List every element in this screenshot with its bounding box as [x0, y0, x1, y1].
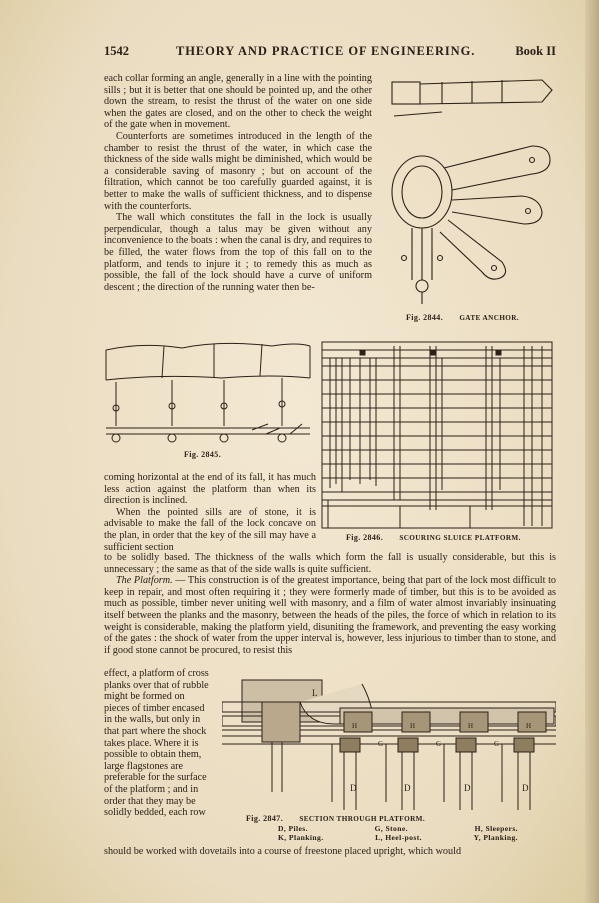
text-column-top: [104, 73, 372, 293]
legend-heel-post: L, Heel-post.: [375, 833, 422, 842]
figure-2846-number: Fig. 2846.: [346, 533, 384, 542]
label-H-4: H: [526, 722, 532, 730]
paragraph-1: each collar forming an angle, generally in a line with the pointing sills ; but it is better that one should be pointed up, and the other down the stream, to resist the thrust of the water on one side when the gates are closed, and on the other to check the weight of the gate when in movement.: [104, 73, 372, 131]
page-number: 1542: [104, 44, 129, 58]
platform-heading: The Platform.: [116, 575, 173, 587]
label-D-2: D: [404, 783, 411, 793]
page-edge: [585, 0, 599, 903]
legend-sleepers: H, Sleepers.: [474, 824, 518, 833]
legend-planking-y: Y, Planking.: [473, 833, 518, 842]
paragraph-7-body: — This construction is of the greatest importance, being that part of the lock most difficult to keep in repair, and most often requiring it ; they were formerly made of timber, but this is to be avoided as much as possible, timber never uniting well with masonry, and a film of water almost invariably insinuating itself between the planks and the masonry, between the heads of the piles, the force of which in relation to its weight is considerable, making the platform yield, disuniting the framework, and preventing the easy working of the gates : the shock of water from the upper interval is, however, less injurious to timber than to stone, and if good stone cannot be procured, to resist this: [104, 575, 556, 656]
paragraph-3: The wall which constitutes the fall in the lock is usually perpendicular, though a talus may be given without any inconvenience to the boats : when the canal is dry, and requires to be filled, the water flows from the top of this fall on to the platform, and tends to injure it ; to remedy this as much as possible, the fall of the lock should have a curve of uniform descent ; the direction of the running water then be-: [104, 212, 372, 293]
label-G-2: G: [436, 740, 442, 748]
legend-piles: D, Piles.: [278, 824, 308, 833]
figure-2847-section: [222, 672, 556, 812]
figure-2846-caption: [346, 533, 521, 542]
paragraph-7: [104, 575, 556, 656]
label-H-3: H: [468, 722, 474, 730]
legend-stone: G, Stone.: [374, 824, 408, 833]
figure-2847-number: Fig. 2847.: [246, 814, 284, 823]
figure-2844-gate-anchor: [382, 72, 562, 310]
figure-2844-title: GATE ANCHOR.: [459, 314, 520, 322]
figure-2845-caption: [184, 450, 235, 459]
figure-2846-title: SCOURING SLUICE PLATFORM.: [399, 534, 521, 542]
text-column-bottom-narrow: [104, 668, 212, 819]
label-H-2: H: [410, 722, 416, 730]
figure-2847-legend: [278, 824, 518, 842]
label-D-1: D: [350, 783, 357, 793]
label-G-3: G: [494, 740, 500, 748]
paragraph-6: to be solidly based. The thickness of the walls which form the fall is usually considerable, but this is unnecessary ; the same as that of the side walls is quite sufficient.: [104, 552, 556, 575]
figure-2845: [102, 338, 314, 450]
book-label: Book II: [515, 44, 556, 58]
paragraph-5: When the pointed sills are of stone, it is advisable to make the fall of the lock concave on the plan, in order that the key of the sill may have a sufficient section: [104, 506, 316, 553]
text-last-line: [104, 846, 556, 858]
label-D-3: D: [464, 783, 471, 793]
figure-2844-number: Fig. 2844.: [406, 313, 444, 322]
label-G-1: G: [378, 740, 384, 748]
label-L: L: [312, 688, 318, 698]
figure-2845-number: Fig. 2845.: [184, 450, 222, 459]
figure-2844-caption: [406, 313, 519, 322]
paragraph-9: should be worked with dovetails into a course of freestone placed upright, which would: [104, 846, 462, 857]
legend-planking-k: K, Planking.: [278, 833, 324, 842]
text-column-narrow: [104, 472, 316, 553]
figure-2846-sluice-platform: [320, 340, 556, 530]
paragraph-8: effect, a platform of cross planks over that of rubble might be formed on pieces of timber encased in the walls, but only in that part where the shock takes place. Where it is possible to obtain them, large flagstones are preferable for the surface of the platform ; and in order that they may be solidly bedded, each row: [104, 668, 209, 819]
figure-2847-caption: [246, 814, 425, 823]
text-column-full: [104, 552, 556, 656]
paragraph-2: Counterforts are sometimes introduced in the length of the chamber to resist the thrust of the water, in which case the thickness of the side walls might be diminished, which would be a considerable saving of masonry ; but on account of the filtration, which cannot be too carefully guarded against, it is better to make the walls of sufficient thickness, and to dispense with the counterforts.: [104, 130, 372, 212]
figure-2847-title: SECTION THROUGH PLATFORM.: [299, 815, 426, 823]
paragraph-4: coming horizontal at the end of its fall, it has much less action against the platform than when its direction is inclined.: [104, 472, 316, 507]
label-H-1: H: [352, 722, 358, 730]
label-D-4: D: [522, 783, 529, 793]
running-title: THEORY AND PRACTICE OF ENGINEERING.: [176, 44, 476, 58]
